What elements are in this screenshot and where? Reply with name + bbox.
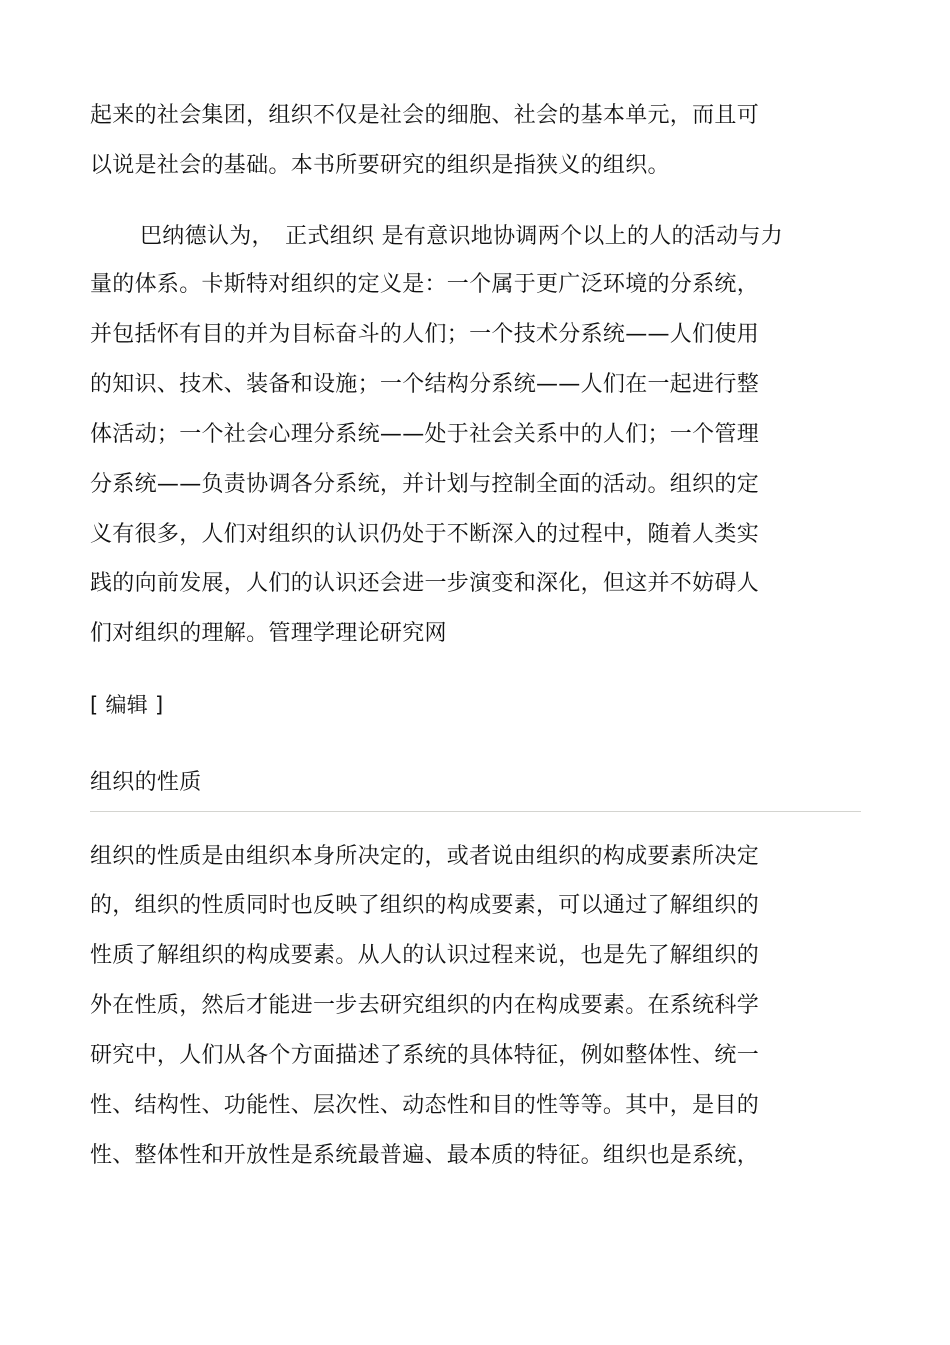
text-line: 组织的性质是由组织本身所决定的，或者说由组织的构成要素所决定 bbox=[90, 844, 760, 869]
text-line: 性、整体性和开放性是系统最普遍、最本质的特征。组织也是系统， bbox=[90, 1143, 760, 1168]
section-heading: 组织的性质 bbox=[90, 770, 202, 795]
text-line: 性、结构性、功能性、层次性、动态性和目的性等等。其中，是目的 bbox=[90, 1093, 760, 1118]
text-line: 的，组织的性质同时也反映了组织的构成要素，可以通过了解组织的 bbox=[90, 893, 760, 918]
text-line: 义有很多，人们对组织的认识仍处于不断深入的过程中，随着人类实 bbox=[90, 522, 760, 547]
text-line: 体活动；一个社会心理分系统——处于社会关系中的人们；一个管理 bbox=[90, 422, 760, 447]
text-line: 以说是社会的基础。本书所要研究的组织是指狭义的组织。 bbox=[90, 153, 670, 178]
text-line: 分系统——负责协调各分系统，并计划与控制全面的活动。组织的定 bbox=[90, 472, 760, 497]
text-line: 性质了解组织的构成要素。从人的认识过程来说，也是先了解组织的 bbox=[90, 943, 760, 968]
text-line: 起来的社会集团，组织不仅是社会的细胞、社会的基本单元，而且可 bbox=[90, 103, 760, 128]
text-line: 外在性质，然后才能进一步去研究组织的内在构成要素。在系统科学 bbox=[90, 993, 760, 1018]
section-divider bbox=[90, 811, 861, 812]
text-line: 并包括怀有目的并为目标奋斗的人们；一个技术分系统——人们使用 bbox=[90, 322, 760, 347]
text-line: 巴纳德认为， 正式组织 是有意识地协调两个以上的人的活动与力 bbox=[140, 224, 783, 249]
text-line: 量的体系。卡斯特对组织的定义是：一个属于更广泛环境的分系统， bbox=[90, 272, 760, 297]
edit-link[interactable]: [ 编辑 ] bbox=[90, 693, 164, 717]
text-line: 的知识、技术、装备和设施；一个结构分系统——人们在一起进行整 bbox=[90, 372, 760, 397]
text-line: 们对组织的理解。管理学理论研究网 bbox=[90, 621, 447, 646]
text-line: 践的向前发展，人们的认识还会进一步演变和深化，但这并不妨碍人 bbox=[90, 571, 760, 596]
text-line: 研究中，人们从各个方面描述了系统的具体特征，例如整体性、统一 bbox=[90, 1043, 760, 1068]
